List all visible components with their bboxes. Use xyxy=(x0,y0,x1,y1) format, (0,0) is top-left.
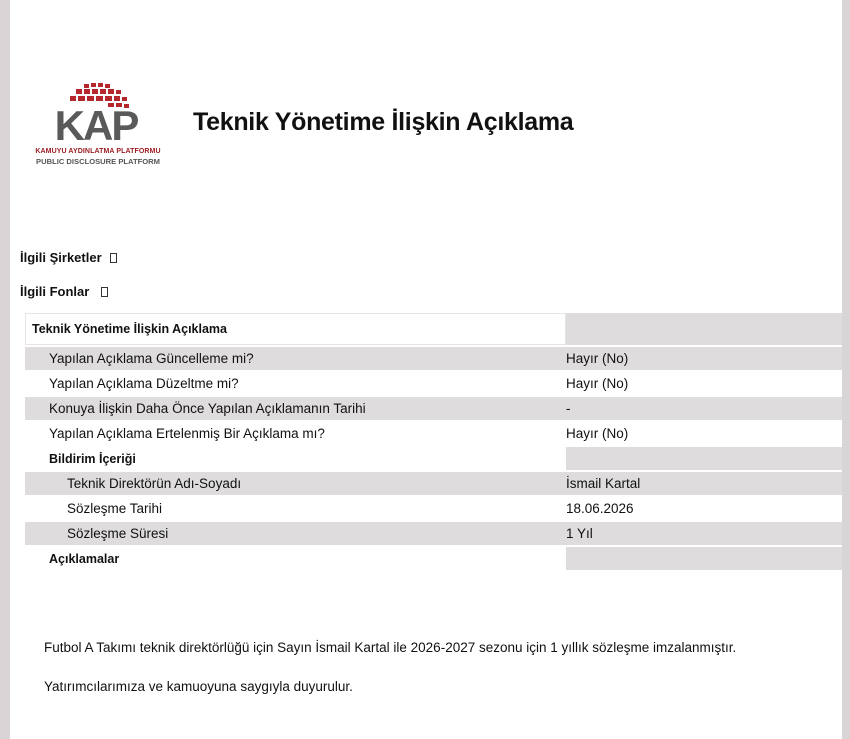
row-label: Sözleşme Süresi xyxy=(25,522,566,545)
table-row xyxy=(25,472,842,495)
logo-subtitle-en: PUBLIC DISCLOSURE PLATFORM xyxy=(36,157,160,166)
disclosure-table xyxy=(25,311,842,572)
explanations-header: Açıklamalar xyxy=(25,547,566,570)
table-header: Teknik Yönetime İlişkin Açıklama xyxy=(25,313,566,345)
explanations-header-row xyxy=(25,547,842,570)
related-companies[interactable] xyxy=(20,250,117,265)
notification-header: Bildirim İçeriği xyxy=(25,447,566,470)
svg-text:KAP: KAP xyxy=(54,102,138,148)
related-funds[interactable] xyxy=(20,284,108,299)
row-label: Yapılan Açıklama Düzeltme mi? xyxy=(25,372,566,395)
disclosure-page xyxy=(10,0,842,739)
notification-header-row xyxy=(25,447,842,470)
table-row xyxy=(25,522,842,545)
expand-box-icon[interactable] xyxy=(110,253,117,263)
row-value: İsmail Kartal xyxy=(566,472,842,495)
announcement-paragraph: Futbol A Takımı teknik direktörlüğü için Sayın İsmail Kartal ile 2026-2027 sezonu için 1 yıllık sözleşme imzalanmıştır. xyxy=(44,640,737,655)
row-label: Sözleşme Tarihi xyxy=(25,497,566,520)
table-row xyxy=(25,497,842,520)
related-companies-label: İlgili Şirketler xyxy=(20,250,102,265)
table-row xyxy=(25,347,842,370)
closing-paragraph: Yatırımcılarımıza ve kamuoyuna saygıyla duyurulur. xyxy=(44,679,353,694)
row-label: Teknik Direktörün Adı-Soyadı xyxy=(25,472,566,495)
kap-logo xyxy=(16,78,176,173)
page-title: Teknik Yönetime İlişkin Açıklama xyxy=(193,108,574,136)
table-row xyxy=(25,422,842,445)
row-value: - xyxy=(566,397,842,420)
row-label: Konuya İlişkin Daha Önce Yapılan Açıklamanın Tarihi xyxy=(25,397,566,420)
kap-logo-mark xyxy=(16,78,176,148)
row-label: Yapılan Açıklama Güncelleme mi? xyxy=(25,347,566,370)
row-label: Yapılan Açıklama Ertelenmiş Bir Açıklama mı? xyxy=(25,422,566,445)
table-row xyxy=(25,397,842,420)
table-row xyxy=(25,372,842,395)
row-value: Hayır (No) xyxy=(566,372,842,395)
related-funds-label: İlgili Fonlar xyxy=(20,284,90,299)
row-value: 1 Yıl xyxy=(566,522,842,545)
table-header-row xyxy=(25,313,842,345)
logo-subtitle-tr: KAMUYU AYDINLATMA PLATFORMU xyxy=(35,148,161,155)
expand-box-icon[interactable] xyxy=(101,287,108,297)
row-value: Hayır (No) xyxy=(566,422,842,445)
row-value: Hayır (No) xyxy=(566,347,842,370)
row-value: 18.06.2026 xyxy=(566,497,842,520)
